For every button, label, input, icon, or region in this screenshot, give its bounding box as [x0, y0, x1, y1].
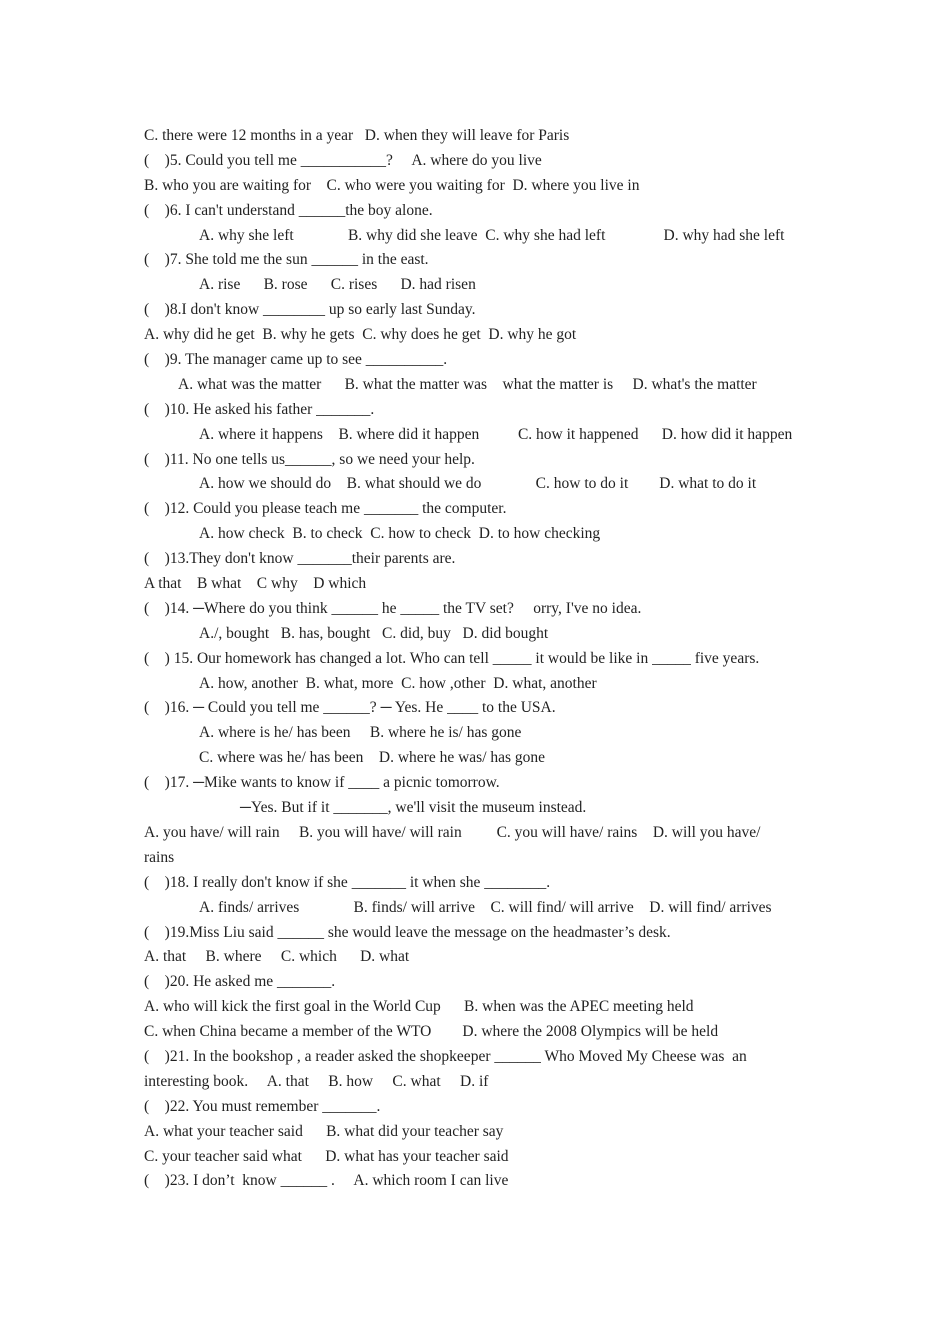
question-9: ( )9. The manager came up to see __________.: [144, 351, 448, 369]
options-line: A that B what C why D which: [144, 575, 367, 593]
question-10: ( )10. He asked his father _______.: [144, 400, 375, 418]
options-line: A. how check B. to check C. how to check D. to how checking: [199, 525, 601, 543]
options-line: rains: [144, 848, 175, 866]
question-17: ( )17. ─Mike wants to know if ____ a picnic tomorrow.: [144, 774, 500, 792]
text-line: C. there were 12 months in a year D. when they will leave for Paris: [144, 127, 570, 144]
question-8: ( )8.I don't know ________ up so early last Sunday.: [144, 301, 476, 319]
options-line: A. where is he/ has been B. where he is/ has gone: [199, 724, 522, 742]
question-15: ( ) 15. Our homework has changed a lot. Who can tell _____ it would be like in _____ five years.: [144, 649, 760, 667]
options-line: A. who will kick the first goal in the World Cup B. when was the APEC meeting held: [144, 998, 694, 1016]
options-line: A. that B. where C. which D. what: [144, 948, 410, 966]
question-5: ( )5. Could you tell me ___________? A. where do you live: [144, 151, 542, 169]
options-line: A. what your teacher said B. what did your teacher say: [144, 1122, 504, 1140]
question-6: ( )6. I can't understand ______the boy alone.: [144, 201, 433, 219]
question-11: ( )11. No one tells us______, so we need your help.: [144, 450, 475, 468]
text-line: B. who you are waiting for C. who were you waiting for D. where you live in: [144, 176, 640, 194]
question-22: ( )22. You must remember _______.: [144, 1097, 381, 1115]
question-12: ( )12. Could you please teach me _______ the computer.: [144, 500, 507, 518]
options-line: A./, bought B. has, bought C. did, buy D. did bought: [199, 624, 549, 642]
options-line: C. where was he/ has been D. where he was/ has gone: [199, 749, 546, 767]
options-line: A. you have/ will rain B. you will have/ will rain C. you will have/ rains D. will you have/: [144, 823, 761, 841]
question-18: ( )18. I really don't know if she _______ it when she ________.: [144, 873, 551, 891]
options-line: A. finds/ arrives B. finds/ will arrive C. will find/ will arrive D. will find/ arrives: [199, 898, 772, 916]
options-line: C. when China became a member of the WTO D. where the 2008 Olympics will be held: [144, 1023, 719, 1041]
options-line: A. why did he get B. why he gets C. why does he get D. why he got: [144, 326, 577, 344]
question-21: ( )21. In the bookshop , a reader asked the shopkeeper ______ Who Moved My Cheese was an: [144, 1047, 747, 1065]
question-23: ( )23. I don’t know ______ . A. which room I can live: [144, 1172, 509, 1190]
options-line: A. how, another B. what, more C. how ,other D. what, another: [199, 674, 597, 692]
options-line: A. rise B. rose C. rises D. had risen: [199, 276, 476, 294]
question-list: [144, 124, 834, 1194]
question-16: ( )16. ─ Could you tell me ______? ─ Yes. He ____ to the USA.: [144, 699, 556, 717]
options-line: A. what was the matter B. what the matter was what the matter is D. what's the matter: [178, 375, 757, 393]
text-line: ─Yes. But if it _______, we'll visit the museum instead.: [240, 799, 587, 817]
question-14: ( )14. ─Where do you think ______ he _____ the TV set? orry, I've no idea.: [144, 599, 642, 617]
options-line: A. where it happens B. where did it happen C. how it happened D. how did it happen: [199, 425, 793, 443]
options-line: C. your teacher said what D. what has your teacher said: [144, 1147, 509, 1165]
options-line: interesting book. A. that B. how C. what D. if: [144, 1072, 489, 1090]
question-20: ( )20. He asked me _______.: [144, 973, 336, 991]
question-19: ( )19.Miss Liu said ______ she would leave the message on the headmaster’s desk.: [144, 923, 671, 941]
options-line: A. how we should do B. what should we do C. how to do it D. what to do it: [199, 475, 757, 493]
question-13: ( )13.They don't know _______their parents are.: [144, 550, 456, 568]
question-7: ( )7. She told me the sun ______ in the east.: [144, 251, 429, 269]
options-line: A. why she left B. why did she leave C. why she had left D. why had she left: [199, 226, 785, 244]
